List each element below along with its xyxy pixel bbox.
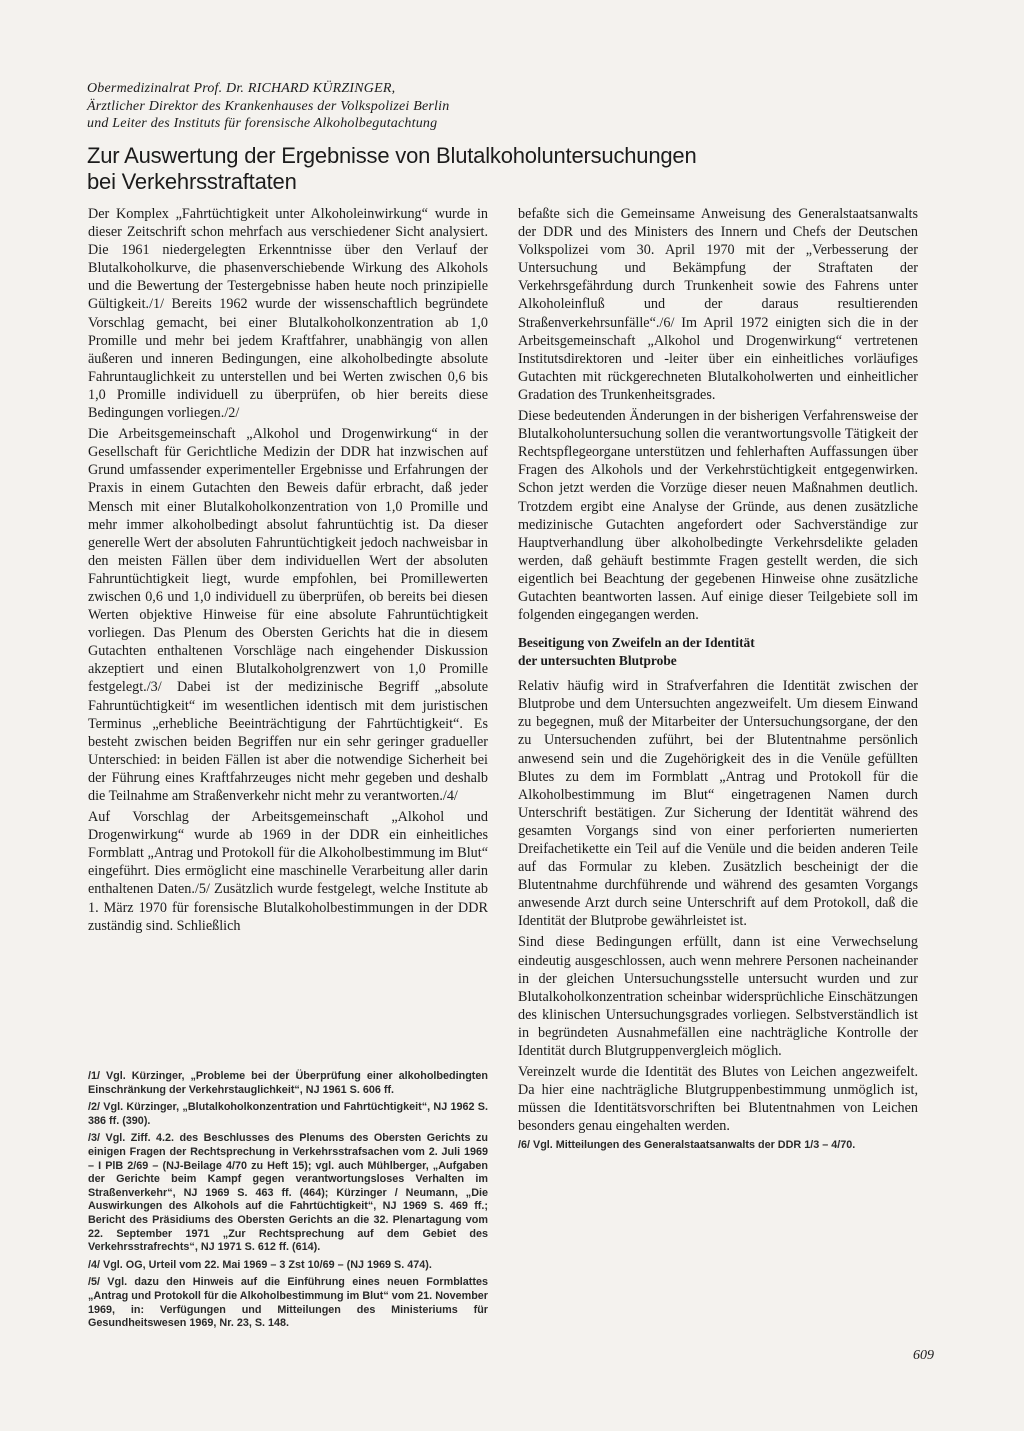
title-line-2: bei Verkehrsstraftaten bbox=[87, 169, 297, 194]
author-position-line: Ärztlicher Direktor des Krankenhauses der Volkspolizei Berlin bbox=[87, 98, 450, 114]
paragraph: Diese bedeutenden Änderungen in der bisherigen Verfahrensweise der Blutalkoholuntersuchung sollen die verantwortungsvolle Tätigkeit der Rechtspflegeorgane unterstützen und fehlerhaften Auffassungen über Fragen des Alkohols und der Verkehrstüchtigkeit entgegenwirken. Schon jetzt werden die Vorzüge dieser neuen Maßnahmen deutlich. Trotzdem ergibt eine Analyse der Gründe, aus denen zusätzliche medizinische Gutachten angefordert oder Sachverständige zur Hauptverhandlung über alkoholbedingte Verkehrsdelikte geladen werden, daß gehäuft bestimmte Fragen gestellt werden, die sich eigentlich bei Beachtung der gegebenen Hinweise ohne zusätzliche Gutachten beantworten lassen. Auf einige dieser Teilgebiete soll im folgenden eingegangen werden. bbox=[518, 408, 918, 624]
paragraph: befaßte sich die Gemeinsame Anweisung des Generalstaatsanwalts der DDR und des Ministers des Innern und Chefs der Deutschen Volkspolizei vom 30. April 1970 mit der „Verbesserung der Untersuchung und Bekämpfung der Straftaten der Verkehrsgefährdung durch Trunkenheit sowie des Fahrens unter Alkoholeinfluß und der daraus resultierenden Straßenverkehrsunfälle“./6/ Im April 1972 einigten sich die in der Arbeitsgemeinschaft „Alkohol und Drogenwirkung“ vertretenen Institutsdirektoren und -leiter über ein einheitliches vorläufiges Gutachten mit rückgerechneten Blutalkoholwerten und einheitlicher Gradation des Trunkenheitsgrades. bbox=[518, 206, 918, 403]
footnote: /4/ Vgl. OG, Urteil vom 22. Mai 1969 – 3 Zst 10/69 – (NJ 1969 S. 474). bbox=[88, 1258, 432, 1271]
paragraph: Vereinzelt wurde die Identität des Blutes von Leichen angezweifelt. Da hier eine nachträgliche Blutgruppenbestimmung unmöglich ist, müssen die Identitätsvorschriften bei Blutentnahmen von Leichen besonders genau eingehalten werden. bbox=[518, 1064, 918, 1135]
article-title bbox=[87, 143, 787, 195]
section-subheading bbox=[518, 634, 918, 669]
paragraph: Relativ häufig wird in Strafverfahren die Identität zwischen der Blutprobe und dem Untersuchten angezweifelt. Um diesem Einwand zu begegnen, muß der Mitarbeiter der Untersuchungsorgane, der den zu Untersuchenden zuführt, bei der Blutentnahme persönlich anwesend sein und die Zugehörigkeit des in die Venüle gefüllten Blutes zu dem im Formblatt „Antrag und Protokoll für die Alkoholbestimmung im Blut“ eingetragenen Namen durch Unterschrift bestätigen. Zur Sicherung der Identität während des gesamten Vorgangs sind von einer perforierten numerierten Dreifachetikette ein Teil auf die Venüle und die beiden anderen Teile auf das Formular zu kleben. Zusätzlich bescheinigt der die Blutentnahme durchführende und während des gesamten Vorgangs anwesende Arzt durch seine Unterschrift auf dem Protokoll, daß die Identität der Blutprobe gewährleistet ist. bbox=[518, 678, 918, 930]
paragraph: Auf Vorschlag der Arbeitsgemeinschaft „Alkohol und Drogenwirkung“ wurde ab 1969 in der DDR ein einheitliches Formblatt „Antrag und Protokoll für die Alkoholbestimmung im Blut“ eingeführt. Dies ermöglicht eine maschinelle Verarbeitung aller darin enthaltenen Daten./5/ Zusätzlich wurde festgelegt, welche Institute ab 1. März 1970 für forensische Blutalkoholbestimmungen in der DDR zuständig sind. Schließlich bbox=[88, 809, 488, 934]
subheading-line-1: Beseitigung von Zweifeln an der Identität bbox=[518, 635, 755, 651]
left-column bbox=[88, 205, 488, 938]
subheading-line-2: der untersuchten Blutprobe bbox=[518, 652, 677, 668]
left-footnotes bbox=[88, 1070, 488, 1335]
paragraph: Der Komplex „Fahrtüchtigkeit unter Alkoholeinwirkung“ wurde in dieser Zeitschrift schon mehrfach aus verschiedener Sicht analysiert. Die 1961 niedergelegten Erkenntnisse über den Verlauf der Blutalkoholkurve, die phasenverschiebende Wirkung des Alkohols und die Bewertung der Testergebnisse haben heute noch prinzipielle Gültigkeit./1/ Bereits 1962 wurde der wissenschaftlich begründete Vorschlag gemacht, bei einer Blutalkoholkonzentration ab 1,0 Promille und mehr bei jedem Kraftfahrer, unabhängig von allen äußeren und inneren Bedingungen, eine alkoholbedingte absolute Fahruntauglichkeit zu unterstellen und bei Werten zwischen 0,6 bis 1,0 Promille individuell zu überprüfen, ob hier bereits diese Bedingungen vorliegen./2/ bbox=[88, 206, 488, 422]
footnote: /3/ Vgl. Ziff. 4.2. des Beschlusses des Plenums des Obersten Gerichts zu einigen Fragen der Rechtsprechung in Verkehrsstrafsachen vom 2. Juli 1969 – I PlB 2/69 – (NJ-Beilage 4/70 zu Heft 15); vgl. auch Mühlberger, „Aufgaben der Gerichte beim Kampf gegen verantwortungsloses Verhalten im Straßenverkehr“, NJ 1969 S. 463 ff. (464); Kürzinger / Neumann, „Die Auswirkungen des Alkohols auf die Fahrtüchtigkeit“, NJ 1969 S. 469 ff.; Bericht des Präsidiums des Obersten Gerichts an die 32. Plenartagung vom 22. September 1971 „Zur Rechtsprechung auf dem Gebiet des Verkehrsstrafrechts“, NJ 1971 S. 612 ff. (614). bbox=[88, 1132, 488, 1254]
author-name-line: Obermedizinalrat Prof. Dr. RICHARD KÜRZINGER, bbox=[87, 81, 396, 96]
author-block bbox=[87, 80, 647, 133]
paragraph: Sind diese Bedingungen erfüllt, dann ist eine Verwechselung eindeutig ausgeschlossen, auch wenn mehrere Personen nacheinander in der gleichen Untersuchungsstelle untersucht wurden und zur Blutalkoholkonzentration scheinbar widersprüchliche Einschätzungen des klinischen Untersuchungsgrades vorliegen. Selbstverständlich ist in begründeten Ausnahmefällen eine nachträgliche Kontrolle der Identität durch Blutgruppenvergleich möglich. bbox=[518, 934, 918, 1060]
footnote: /2/ Vgl. Kürzinger, „Blutalkoholkonzentration und Fahrtüchtigkeit“, NJ 1962 S. 386 ff. (390). bbox=[88, 1101, 488, 1127]
footnote: /5/ Vgl. dazu den Hinweis auf die Einführung eines neuen Formblattes „Antrag und Protokoll für die Alkoholbestimmung im Blut“ vom 21. November 1969, in: Verfügungen und Mitteilungen des Ministeriums für Gesundheitswesen 1969, Nr. 23, S. 148. bbox=[88, 1276, 488, 1330]
author-institute-line: und Leiter des Instituts für forensische Alkoholbegutachtung bbox=[87, 116, 438, 131]
page-number: 609 bbox=[913, 1348, 934, 1363]
footnote: /1/ Vgl. Kürzinger, „Probleme bei der Überprüfung einer alkoholbedingten Einschränkung der Verkehrstauglichkeit“, NJ 1961 S. 606 ff. bbox=[88, 1070, 488, 1096]
title-line-1: Zur Auswertung der Ergebnisse von Blutalkoholuntersuchungen bbox=[87, 143, 697, 168]
footnote: /6/ Vgl. Mitteilungen des Generalstaatsanwalts der DDR 1/3 – 4/70. bbox=[518, 1138, 856, 1151]
paragraph: Die Arbeitsgemeinschaft „Alkohol und Drogenwirkung“ in der Gesellschaft für Gerichtliche Medizin der DDR hat inzwischen auf Grund umfassender experimenteller Ergebnisse und Erfahrungen der Praxis in einem Gutachten den Beweis dafür erbracht, daß jeder Mensch mit einer Blutalkoholkonzentration von 1,0 Promille und mehr immer alkoholbedingt absolut fahruntüchtig ist. Da dieser generelle Wert der absoluten Fahruntüchtigkeit jedoch nachweisbar in den meisten Fällen über dem individuellen Wert der absoluten Fahruntüchtigkeit liegt, wurde empfohlen, bei Promillewerten zwischen 0,6 und 1,0 individuell zu überprüfen, ob bereits bei diesen Werten objektive Hinweise für eine absolute Fahruntüchtigkeit vorliegen. Das Plenum des Obersten Gerichts hat die in diesem Gutachten enthaltenen Vorschläge nach eingehender Diskussion akzeptiert und einen Blutalkoholgrenzwert von 1,0 Promille festgelegt./3/ Dabei ist der medizinische Begriff „absolute Fahruntüchtigkeit“ im wesentlichen identisch mit dem juristischen Terminus „erhebliche Beeinträchtigung der Fahrtüchtigkeit“. Es besteht zwischen beiden Begriffen nur ein sehr geringer gradueller Unterschied: in beiden Fällen ist aber die notwendige Sicherheit bei der Führung eines Kraftfahrzeuges nicht mehr gegeben und deshalb die Teilnahme am Straßenverkehr nicht mehr zu verantworten./4/ bbox=[88, 426, 488, 804]
right-column bbox=[518, 205, 918, 1155]
